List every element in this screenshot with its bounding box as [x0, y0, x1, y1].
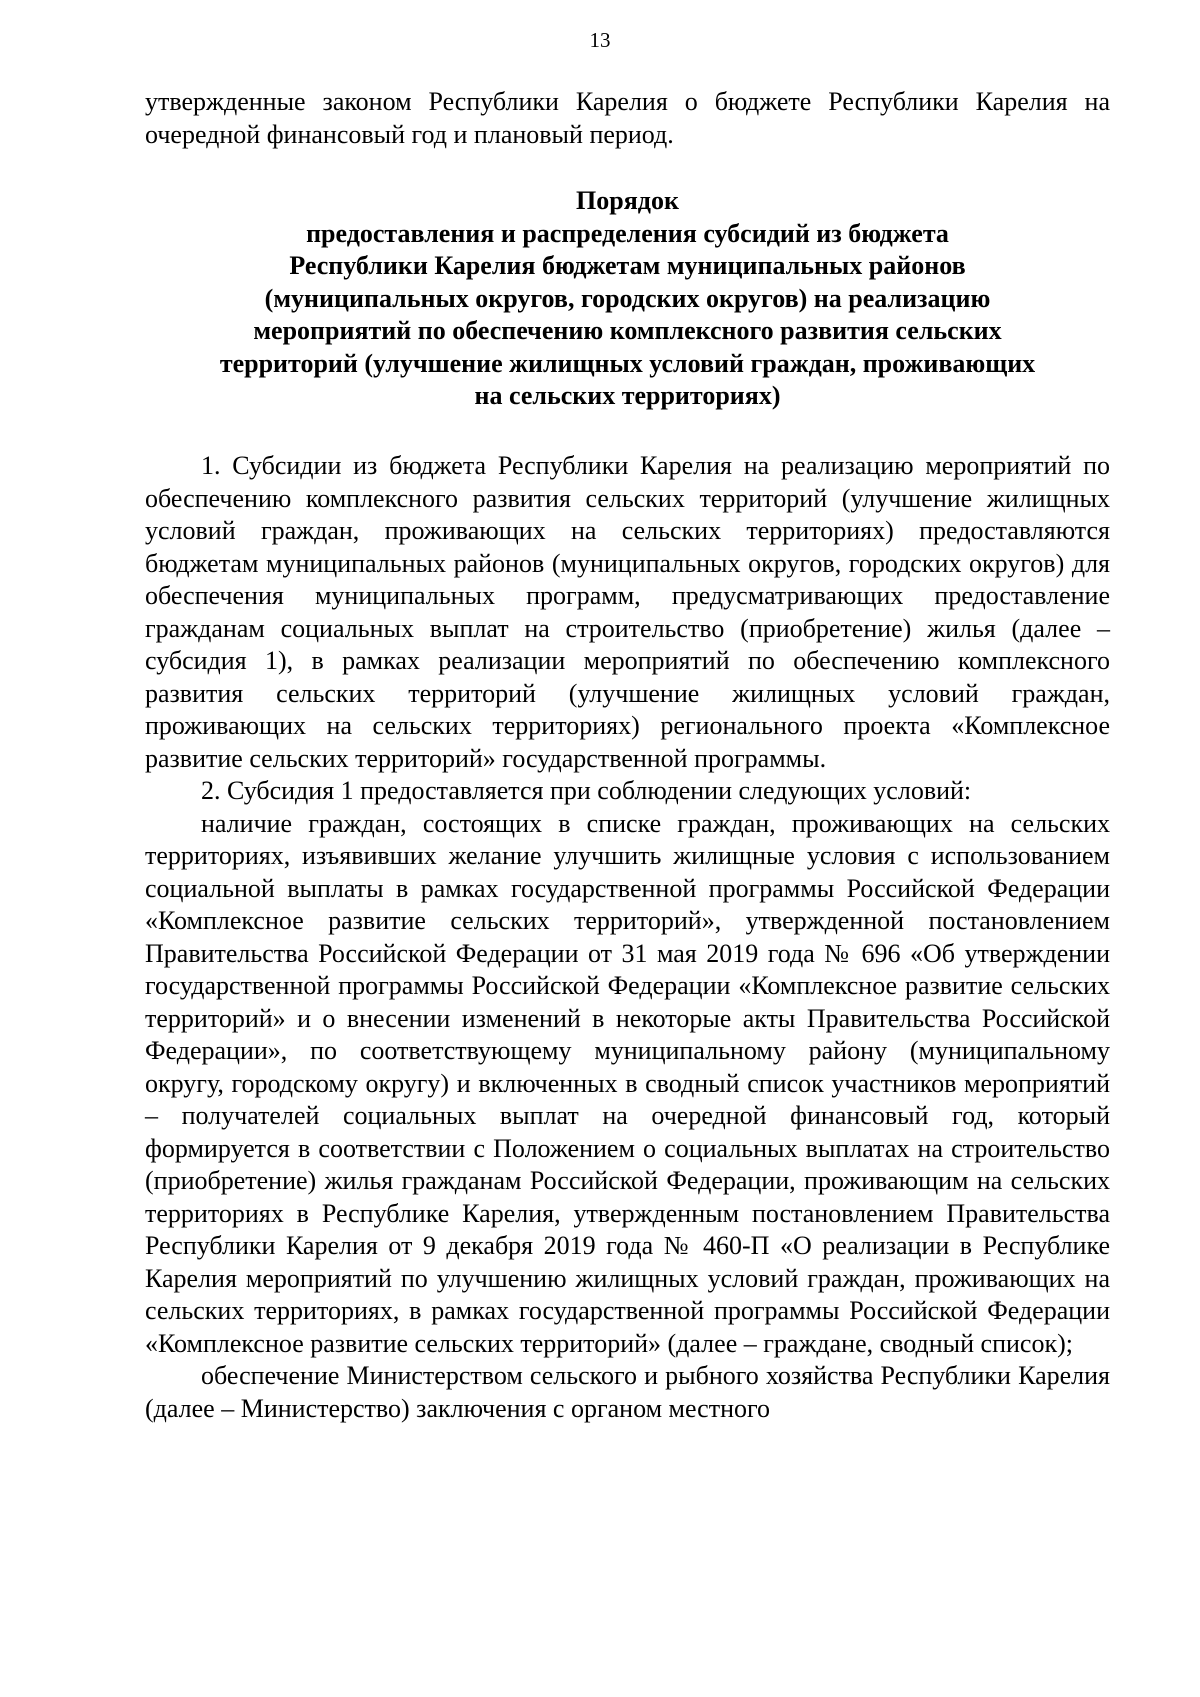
heading-line: предоставления и распределения субсидий из бюджета	[306, 218, 949, 248]
intro-paragraph: утвержденные законом Республики Карелия о бюджете Республики Карелия на очередной финансовый год и плановый период.	[145, 87, 1110, 149]
paragraph-4: обеспечение Министерством сельского и рыбного хозяйства Республики Карелия (далее – Министерство) заключения с органом местного	[145, 1361, 1110, 1423]
heading-line: (муниципальных округов, городских округов) на реализацию	[264, 283, 991, 313]
paragraph-1: 1. Субсидии из бюджета Республики Карелия на реализацию мероприятий по обеспечению комплексного развития сельских территорий (улучшение жилищных условий граждан, проживающих на сельских территориях) предоставляются бюджетам муниципальных районов (муниципальных округов, городских округов) для обеспечения муниципальных программ, предусматривающих предоставление гражданам социальных выплат на строительство (приобретение) жилья (далее – субсидия 1), в рамках реализации мероприятий по обеспечению комплексного развития сельских территорий (улучшение жилищных условий граждан, проживающих на сельских территориях) регионального проекта «Комплексное развитие сельских территорий» государственной программы.	[145, 451, 1110, 773]
heading-line: Республики Карелия бюджетам муниципальных районов	[289, 251, 966, 280]
page-number: 13	[589, 28, 611, 52]
heading-line: Порядок	[576, 186, 679, 215]
heading-line: мероприятий по обеспечению комплексного развития сельских	[253, 316, 1002, 345]
heading-line: на сельских территориях)	[474, 381, 781, 410]
body-content	[145, 450, 1110, 1425]
heading-line: территорий (улучшение жилищных условий граждан, проживающих	[219, 348, 1036, 378]
document-heading	[145, 185, 1110, 413]
paragraph-3: наличие граждан, состоящих в списке граждан, проживающих на сельских территориях, изъявивших желание улучшить жилищные условия с использованием социальной выплаты в рамках государственной программы Российской Федерации «Комплексное развитие сельских территорий», утвержденной постановлением Правительства Российской Федерации от 31 мая 2019 года № 696 «Об утверждении государственной программы Российской Федерации «Комплексное развитие сельских территорий» и о внесении изменений в некоторые акты Правительства Российской Федерации», по соответствующему муниципальному району (муниципальному округу, городскому округу) и включенных в сводный список участников мероприятий – получателей социальных выплат на очередной финансовый год, который формируется в соответствии с Положением о социальных выплатах на строительство (приобретение) жилья гражданам Российской Федерации, проживающим на сельских территориях в Республике Карелия, утвержденным постановлением Правительства Республики Карелия от 9 декабря 2019 года № 460-П «О реализации в Республике Карелия мероприятий по улучшению жилищных условий граждан, проживающих на сельских территориях, в рамках государственной программы Российской Федерации «Комплексное развитие сельских территорий» (далее – граждане, сводный список);	[145, 808, 1110, 1358]
intro-section	[145, 86, 1110, 151]
paragraph-2: 2. Субсидия 1 предоставляется при соблюдении следующих условий:	[201, 776, 972, 805]
